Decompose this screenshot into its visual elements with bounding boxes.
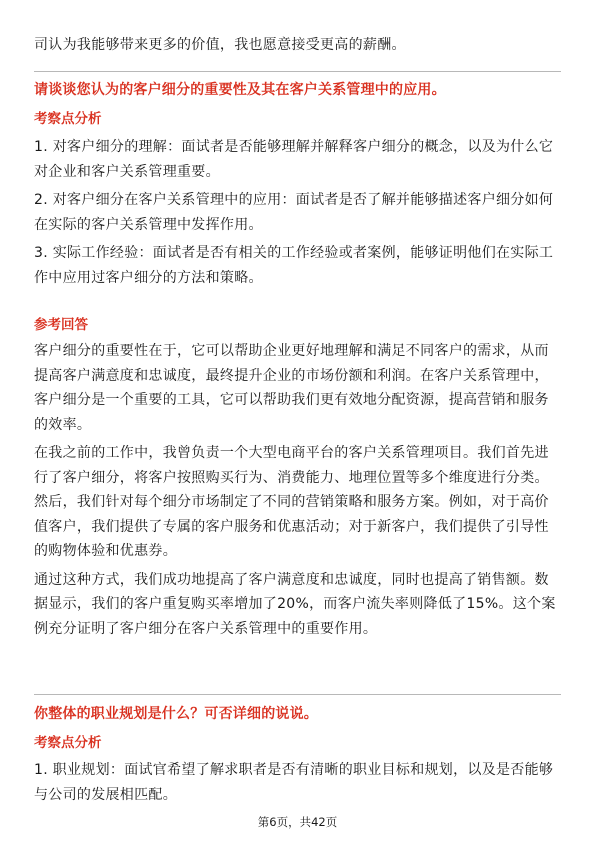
divider	[34, 694, 561, 695]
page-number: 第6页，共42页	[257, 815, 338, 829]
question-heading: 你整体的职业规划是什么？可否详细的说说。	[34, 706, 318, 722]
answer-paragraph: 客户细分的重要性在于，它可以帮助企业更好地理解和满足不同客户的需求，从而提高客户满意度和忠诚度，最终提升企业的市场份额和利润。在客户关系管理中，客户细分是一个重要的工具，它可以帮助我们更有效地分配资源，提高营销和服务的效率。	[34, 343, 549, 433]
answer-label: 参考回答	[34, 317, 88, 333]
answer-paragraph: 在我之前的工作中，我曾负责一个大型电商平台的客户关系管理项目。我们首先进行了客户细分，将客户按照购买行为、消费能力、地理位置等多个维度进行分类。然后，我们针对每个细分市场制定了不同的营销策略和服务方案。例如，对于高价值客户，我们提供了专属的客户服务和优惠活动；对于新客户，我们提供了引导性的购物体验和优惠券。	[34, 445, 549, 559]
analysis-points	[34, 758, 561, 807]
analysis-label: 考察点分析	[34, 735, 102, 751]
analysis-point: 3. 实际工作经验：面试者是否有相关的工作经验或者案例，能够证明他们在实际工作中应用过客户细分的方法和策略。	[34, 245, 554, 286]
answer-paragraph: 通过这种方式，我们成功地提高了客户满意度和忠诚度，同时也提高了销售额。数据显示，我们的客户重复购买率增加了20%，而客户流失率则降低了15%。这个案例充分证明了客户细分在客户关系管理中的重要作用。	[34, 571, 556, 637]
analysis-label: 考察点分析	[34, 111, 102, 127]
analysis-points	[34, 135, 561, 290]
answer-body	[34, 339, 561, 641]
analysis-point: 1. 对客户细分的理解：面试者是否能够理解并解释客户细分的概念，以及为什么它对企业和客户关系管理重要。	[34, 139, 554, 180]
analysis-point: 1. 职业规划：面试官希望了解求职者是否有清晰的职业目标和规划，以及是否能够与公司的发展相匹配。	[34, 762, 554, 803]
divider	[34, 71, 561, 72]
analysis-point: 2. 对客户细分在客户关系管理中的应用：面试者是否了解并能够描述客户细分如何在实际的客户关系管理中发挥作用。	[34, 192, 554, 233]
question-heading: 请谈谈您认为的客户细分的重要性及其在客户关系管理中的应用。	[34, 82, 446, 98]
intro-text: 司认为我能够带来更多的价值，我也愿意接受更高的薪酬。	[34, 37, 406, 53]
